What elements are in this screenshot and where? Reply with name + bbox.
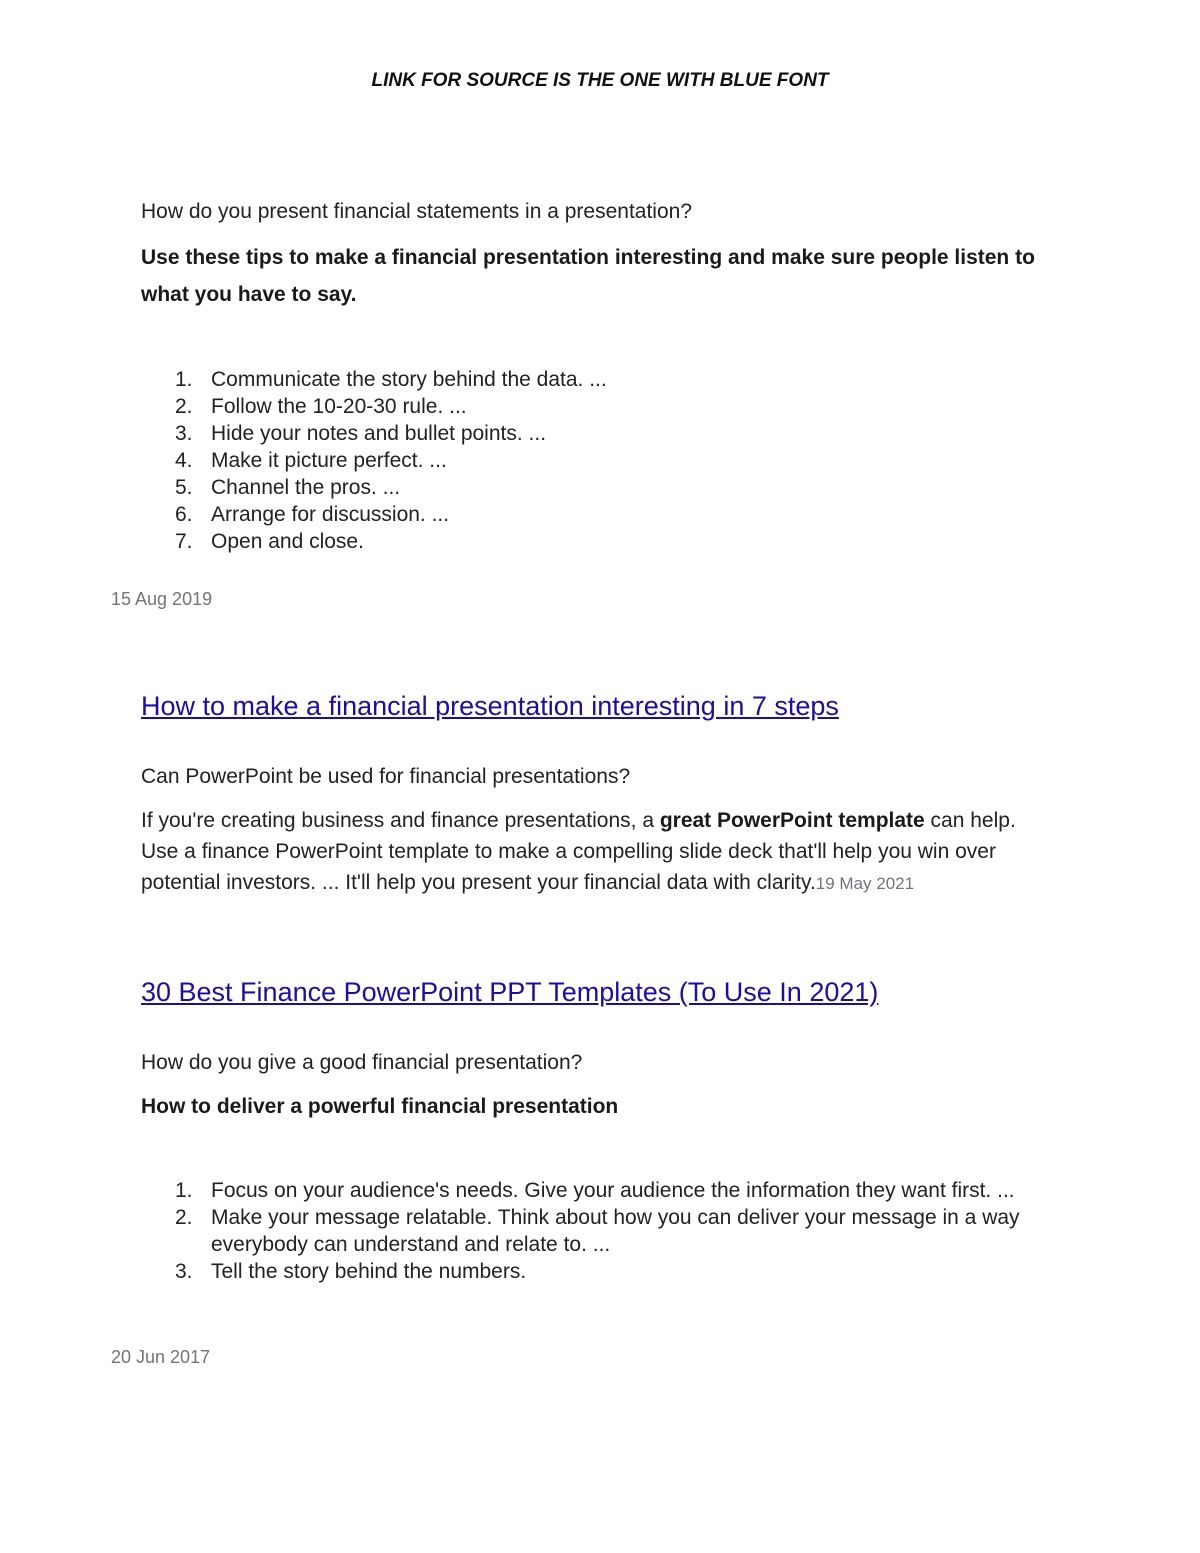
source-link-1[interactable]: How to make a financial presentation interesting in 7 steps	[141, 691, 839, 721]
question-1	[141, 198, 1061, 226]
answer-text: Use these tips to make a financial presentation interesting and make sure people listen to what you have to say.	[141, 246, 1035, 306]
date-1: 15 Aug 2019	[111, 589, 213, 609]
steps-list-1	[141, 366, 1061, 555]
list-item: 2. Make your message relatable. Think about how you can deliver your message in a way everybody can understand and relate to. ...	[175, 1206, 1020, 1256]
source-link-2[interactable]: 30 Best Finance PowerPoint PPT Templates (To Use In 2021)	[141, 977, 879, 1007]
question-text: Can PowerPoint be used for financial presentations?	[141, 765, 631, 788]
list-item: 5. Channel the pros. ...	[175, 476, 401, 499]
question-text: How do you give a good financial presentation?	[141, 1051, 583, 1074]
list-item: 1. Focus on your audience's needs. Give your audience the information they want first. ...	[175, 1179, 1015, 1202]
list-item: 6. Arrange for discussion. ...	[175, 503, 450, 526]
answer-text: How to deliver a powerful financial presentation	[141, 1095, 619, 1118]
answer-text: If you're creating business and finance presentations, a great PowerPoint template can help. Use a finance PowerPoint template to make a compelling slide deck that'll help you win over potential investors. ... It'll help you present your financial data with clarity.19 May 2021	[141, 809, 1016, 894]
steps-list-3	[141, 1177, 1056, 1285]
list-item: 7. Open and close.	[175, 530, 364, 553]
list-item: 3. Hide your notes and bullet points. ...	[175, 422, 547, 445]
list-item: 3. Tell the story behind the numbers.	[175, 1260, 527, 1283]
question-2	[141, 763, 1061, 791]
page-title: LINK FOR SOURCE IS THE ONE WITH BLUE FONT	[371, 70, 829, 91]
question-text: How do you present financial statements in a presentation?	[141, 200, 692, 223]
list-item: 1. Communicate the story behind the data. ...	[175, 368, 607, 391]
question-3	[141, 1049, 1061, 1077]
list-item: 2. Follow the 10-20-30 rule. ...	[175, 395, 467, 418]
date-2: 19 May 2021	[815, 874, 915, 893]
list-item: 4. Make it picture perfect. ...	[175, 449, 447, 472]
answer-2	[141, 805, 1041, 899]
answer-3	[141, 1088, 1061, 1125]
date-3: 20 Jun 2017	[111, 1347, 211, 1367]
answer-1	[141, 239, 1061, 313]
